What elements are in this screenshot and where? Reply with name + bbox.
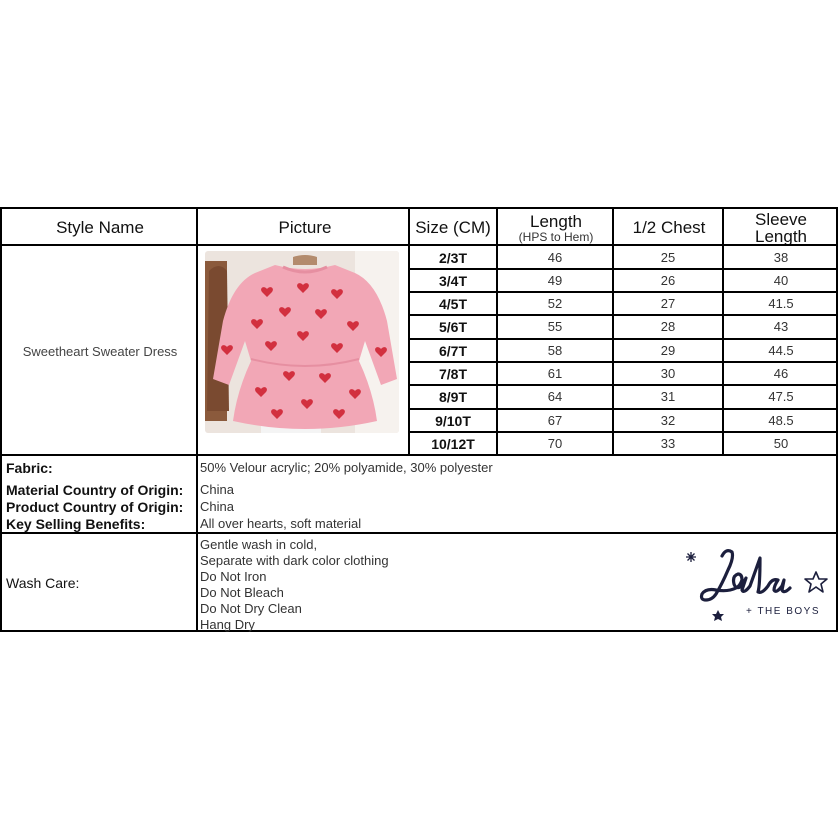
header-sleeve [724,209,838,246]
chest-cell: 29 [660,343,676,358]
length-cell: 67 [547,413,563,428]
size-cell: 4/5T [438,295,467,312]
size-cell: 9/10T [435,412,471,429]
size-cell: 3/4T [438,272,467,289]
header-size: Size (CM) [415,218,491,237]
material-origin-label: Material Country of Origin: [6,482,184,498]
sleeve-cell: 38 [773,250,789,265]
header-picture: Picture [278,218,332,237]
header-chest: 1/2 Chest [632,218,706,237]
sleeve-cell: 44.5 [768,343,794,358]
product-origin-value: China [200,499,234,514]
sleeve-cell: 50 [773,436,789,451]
size-chart-table [0,207,838,632]
benefits-value: All over hearts, soft material [200,516,362,531]
header-length [498,209,614,246]
length-cell: 46 [547,250,563,265]
length-cell: 55 [547,319,563,334]
size-cell: 8/9T [438,388,467,405]
chest-cell: 28 [660,319,676,334]
sleeve-cell: 47.5 [768,389,794,404]
brand-tagline: + THE BOYS [746,606,821,617]
sleeve-cell: 43 [773,319,789,334]
length-cell: 49 [547,273,563,288]
wash-care-line: Gentle wash in cold, [200,537,318,552]
brand-logo [682,534,832,629]
sleeve-cell: 40 [773,273,789,288]
length-cell: 61 [547,366,563,381]
header-sleeve-line1: Sleeve [755,209,807,229]
header-length-sub: (HPS to Hem) [518,229,594,244]
size-cell: 6/7T [438,342,467,359]
length-cell: 70 [547,436,563,451]
length-cell: 58 [547,343,563,358]
fabric-label: Fabric: [6,460,53,476]
header-length-title: Length [530,211,582,231]
size-cell: 5/6T [438,318,467,335]
benefits-label: Key Selling Benefits: [6,516,146,532]
chest-cell: 26 [660,273,676,288]
length-cell: 64 [547,389,563,404]
wash-care-line: Hang Dry [200,617,255,632]
wash-care-line: Do Not Bleach [200,585,284,600]
chest-cell: 30 [660,366,676,381]
wash-care-line: Do Not Dry Clean [200,601,302,616]
size-cell: 10/12T [431,435,475,452]
sleeve-cell: 48.5 [768,413,794,428]
wash-care-line: Separate with dark color clothing [200,553,389,568]
chest-cell: 31 [660,389,676,404]
chest-cell: 27 [660,296,676,311]
product-origin-label: Product Country of Origin: [6,499,184,515]
size-chart-sheet [0,207,840,634]
size-cell: 2/3T [438,249,467,266]
fabric-value: 50% Velour acrylic; 20% polyamide, 30% polyester [200,460,493,475]
length-cell: 52 [547,296,563,311]
chest-cell: 25 [660,250,676,265]
sleeve-cell: 41.5 [768,296,794,311]
material-origin-value: China [200,482,234,497]
style-name-value: Sweetheart Sweater Dress [22,343,178,359]
size-cell: 7/8T [438,365,467,382]
chest-cell: 32 [660,413,676,428]
wash-care-label: Wash Care: [6,575,80,591]
wash-care-line: Do Not Iron [200,569,267,584]
chest-cell: 33 [660,436,676,451]
product-image [205,251,399,433]
header-sleeve-line2: Length [755,226,807,246]
sleeve-cell: 46 [773,366,789,381]
header-style-name: Style Name [56,218,144,237]
